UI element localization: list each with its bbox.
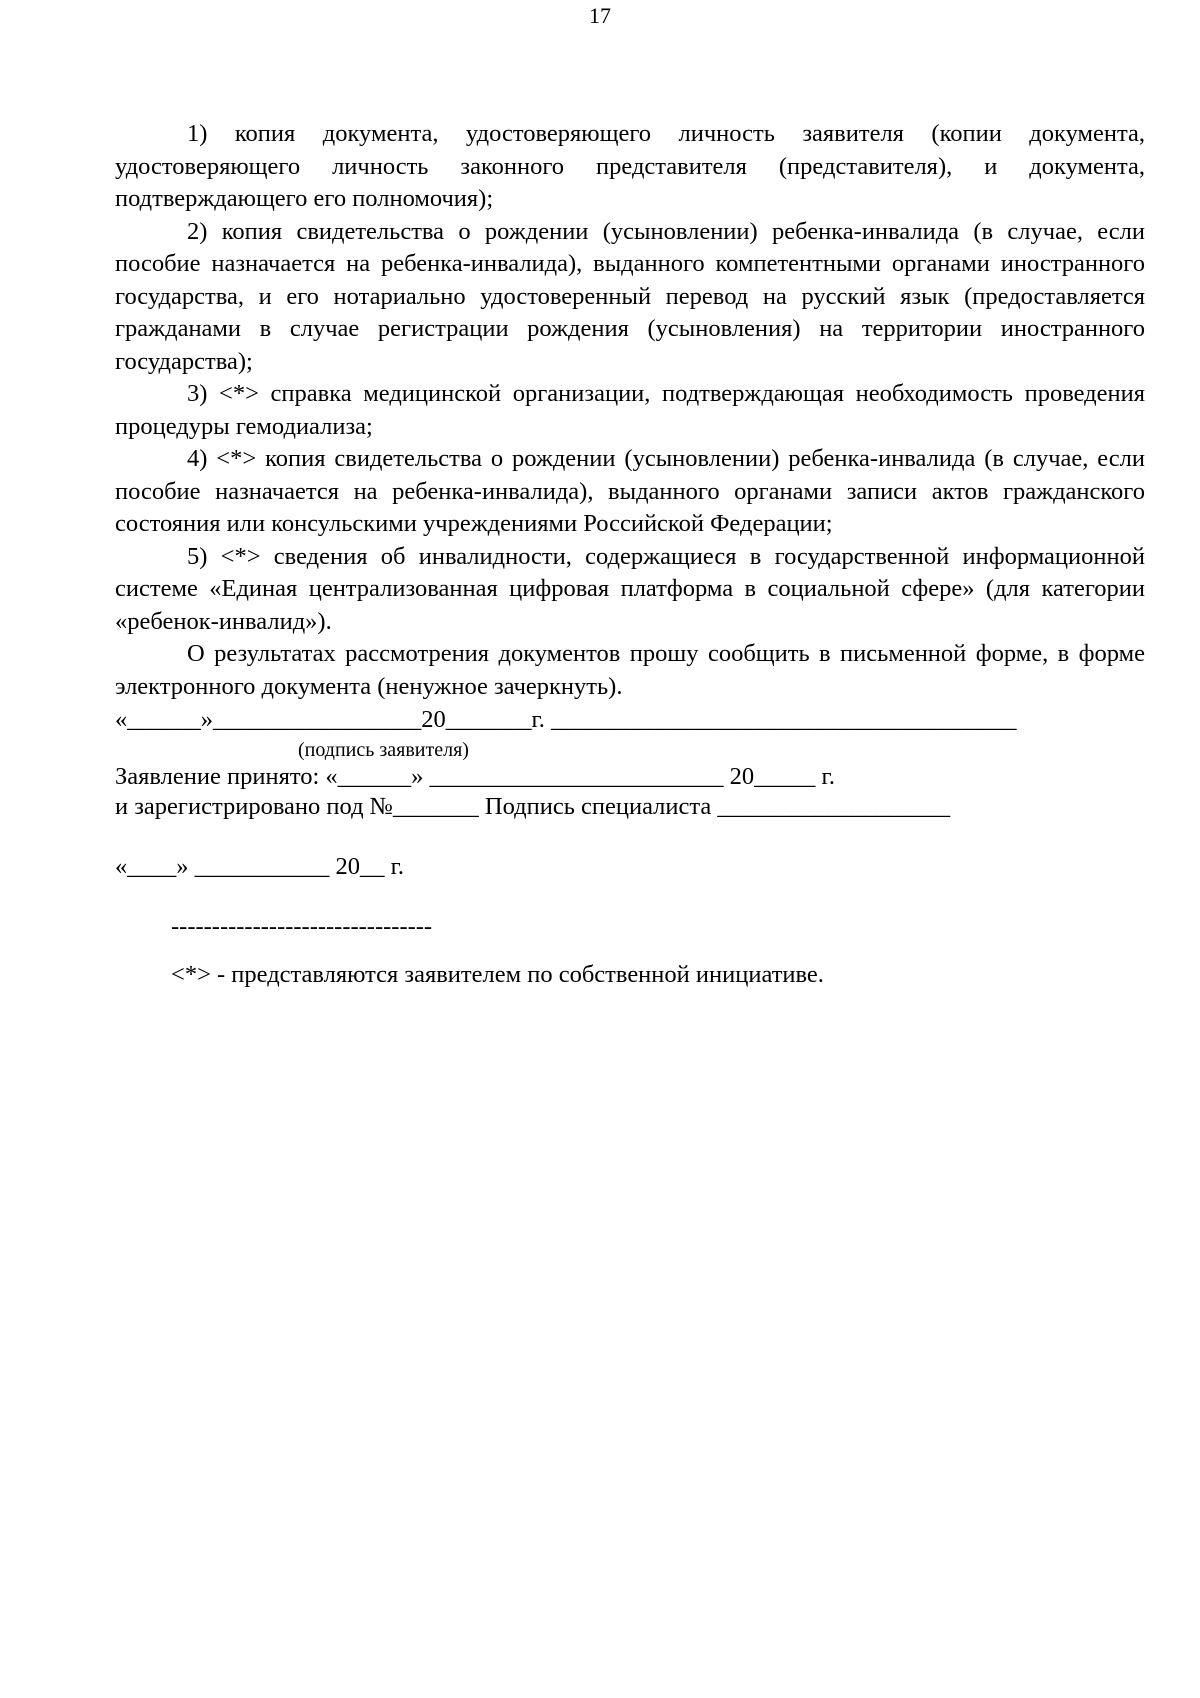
- list-item-4: 4) <*> копия свидетельства о рождении (усыновлении) ребенка-инвалида (в случае, если пособие назначается на ребенка-инвалида), выданного органами записи актов гражданского состояния или консульскими учреждениями Российской Федерации;: [115, 445, 1145, 537]
- registered-line: и зарегистрировано под №_______ Подпись специалиста ___________________: [115, 793, 951, 820]
- list-item-3: 3) <*> справка медицинской организации, подтверждающая необходимость проведения процедуры гемодиализа;: [115, 380, 1145, 440]
- footnote-separator: --------------------------------: [171, 913, 433, 940]
- list-item-5: 5) <*> сведения об инвалидности, содержащиеся в государственной информационной системе «Единая централизованная цифровая платформа в социальной сфере» (для категории «ребенок-инвалид»).: [115, 542, 1145, 635]
- accepted-line: Заявление принято: «______» ________________________ 20_____ г.: [115, 763, 835, 790]
- date-line: «____» ___________ 20__ г.: [115, 853, 405, 880]
- document-body: [115, 118, 1145, 703]
- footnote-text: <*> - представляются заявителем по собственной инициативе.: [171, 961, 824, 988]
- applicant-signature-hint: (подпись заявителя): [298, 739, 469, 761]
- page-number: 17: [589, 3, 611, 28]
- applicant-date-signature-line: «______»_________________20_______г. ______________________________________: [115, 706, 1017, 733]
- result-request-paragraph: О результатах рассмотрения документов прошу сообщить в письменной форме, в форме электронного документа (ненужное зачеркнуть).: [115, 640, 1145, 700]
- list-item-2: 2) копия свидетельства о рождении (усыновлении) ребенка-инвалида (в случае, если пособие назначается на ребенка-инвалида), выданного компетентными органами иностранного государства, и его нотариально удостоверенный перевод на русский язык (предоставляется гражданами в случае регистрации рождения (усыновления) на территории иностранного государства);: [115, 217, 1145, 375]
- list-item-1: 1) копия документа, удостоверяющего личность заявителя (копии документа, удостоверяющего личность законного представителя (представителя), и документа, подтверждающего его полномочия);: [115, 120, 1145, 212]
